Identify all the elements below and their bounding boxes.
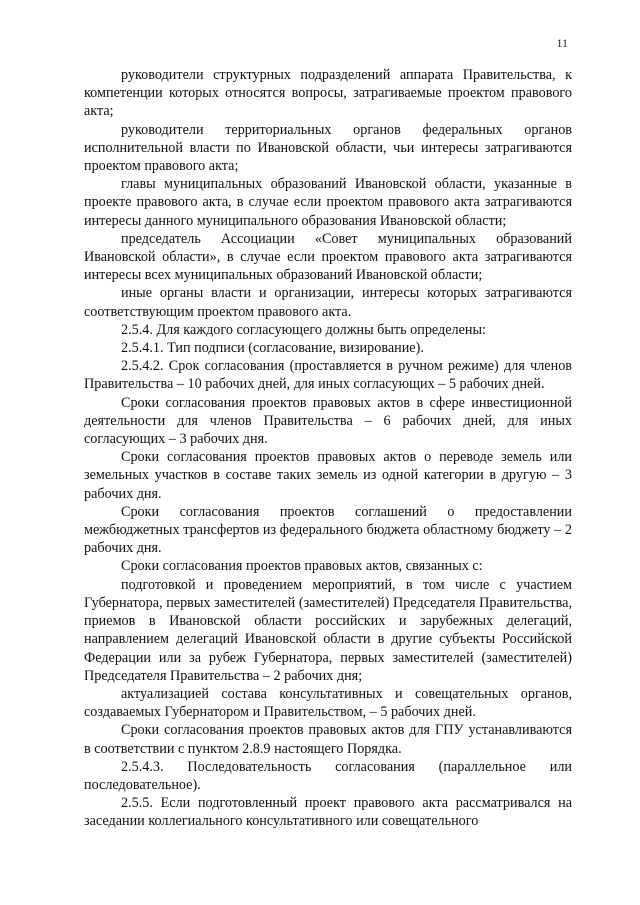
paragraph: Сроки согласования проектов правовых актов для ГПУ устанавливаются в соответствии с пунктом 2.8.9 настоящего Порядка. — [84, 722, 572, 757]
paragraph: 2.5.4.2. Срок согласования (проставляется в ручном режиме) для членов Правительства – 10 рабочих дней, для иных согласующих – 5 рабочих дней. — [84, 358, 572, 393]
paragraph: актуализацией состава консультативных и совещательных органов, создаваемых Губернатором и Правительством, – 5 рабочих дней. — [84, 685, 572, 721]
page-number: 11 — [556, 36, 568, 50]
paragraph: 2.5.4. Для каждого согласующего должны быть определены: — [121, 321, 486, 338]
document-body — [84, 66, 572, 831]
paragraph: руководители территориальных органов федеральных органов исполнительной власти по Ивановской области, чьи интересы затрагиваются проектом правового акта; — [84, 121, 572, 175]
paragraph: Сроки согласования проектов правовых актов, связанных с: — [121, 558, 483, 575]
paragraph: 2.5.4.1. Тип подписи (согласование, визирование). — [121, 340, 424, 357]
paragraph: Сроки согласования проектов правовых актов о переводе земель или земельных участков в составе таких земель из одной категории в другую – 3 рабочих дня. — [84, 449, 572, 502]
paragraph: председатель Ассоциации «Совет муниципальных образований Ивановской области», в случае если проектом правового акта затрагиваются интересы всех муниципальных образований Ивановской области; — [84, 230, 572, 284]
paragraph: Сроки согласования проектов правовых актов в сфере инвестиционной деятельности для членов Правительства – 6 рабочих дней, для иных согласующих – 3 рабочих дня. — [84, 394, 572, 448]
paragraph: главы муниципальных образований Ивановской области, указанные в проекте правового акта, в случае если проектом правового акта затрагиваются интересы данного муниципального образования Ивановской области; — [84, 176, 572, 229]
paragraph: 2.5.4.3. Последовательность согласования (параллельное или последовательное). — [84, 758, 572, 793]
paragraph: Сроки согласования проектов соглашений о предоставлении межбюджетных трансфертов из федерального бюджета областному бюджету – 2 рабочих дня. — [84, 503, 572, 557]
paragraph: иные органы власти и организации, интересы которых затрагиваются соответствующим проектом правового акта. — [84, 285, 572, 320]
paragraph: подготовкой и проведением мероприятий, в том числе с участием Губернатора, первых заместителей (заместителей) Председателя Правительства, приемов в Ивановской области российских и зарубежных делегаций, направлением делегаций Ивановской области в другие субъекты Российской Федерации или за рубеж Губернатора, первых заместителей (заместителей) Председателя Правительства – 2 рабочих дня; — [84, 576, 572, 684]
paragraph: 2.5.5. Если подготовленный проект правового акта рассматривался на заседании коллегиального консультативного или совещательного — [84, 795, 572, 830]
paragraph: руководители структурных подразделений аппарата Правительства, к компетенции которых относятся вопросы, затрагиваемые проектом правового акта; — [84, 67, 572, 120]
